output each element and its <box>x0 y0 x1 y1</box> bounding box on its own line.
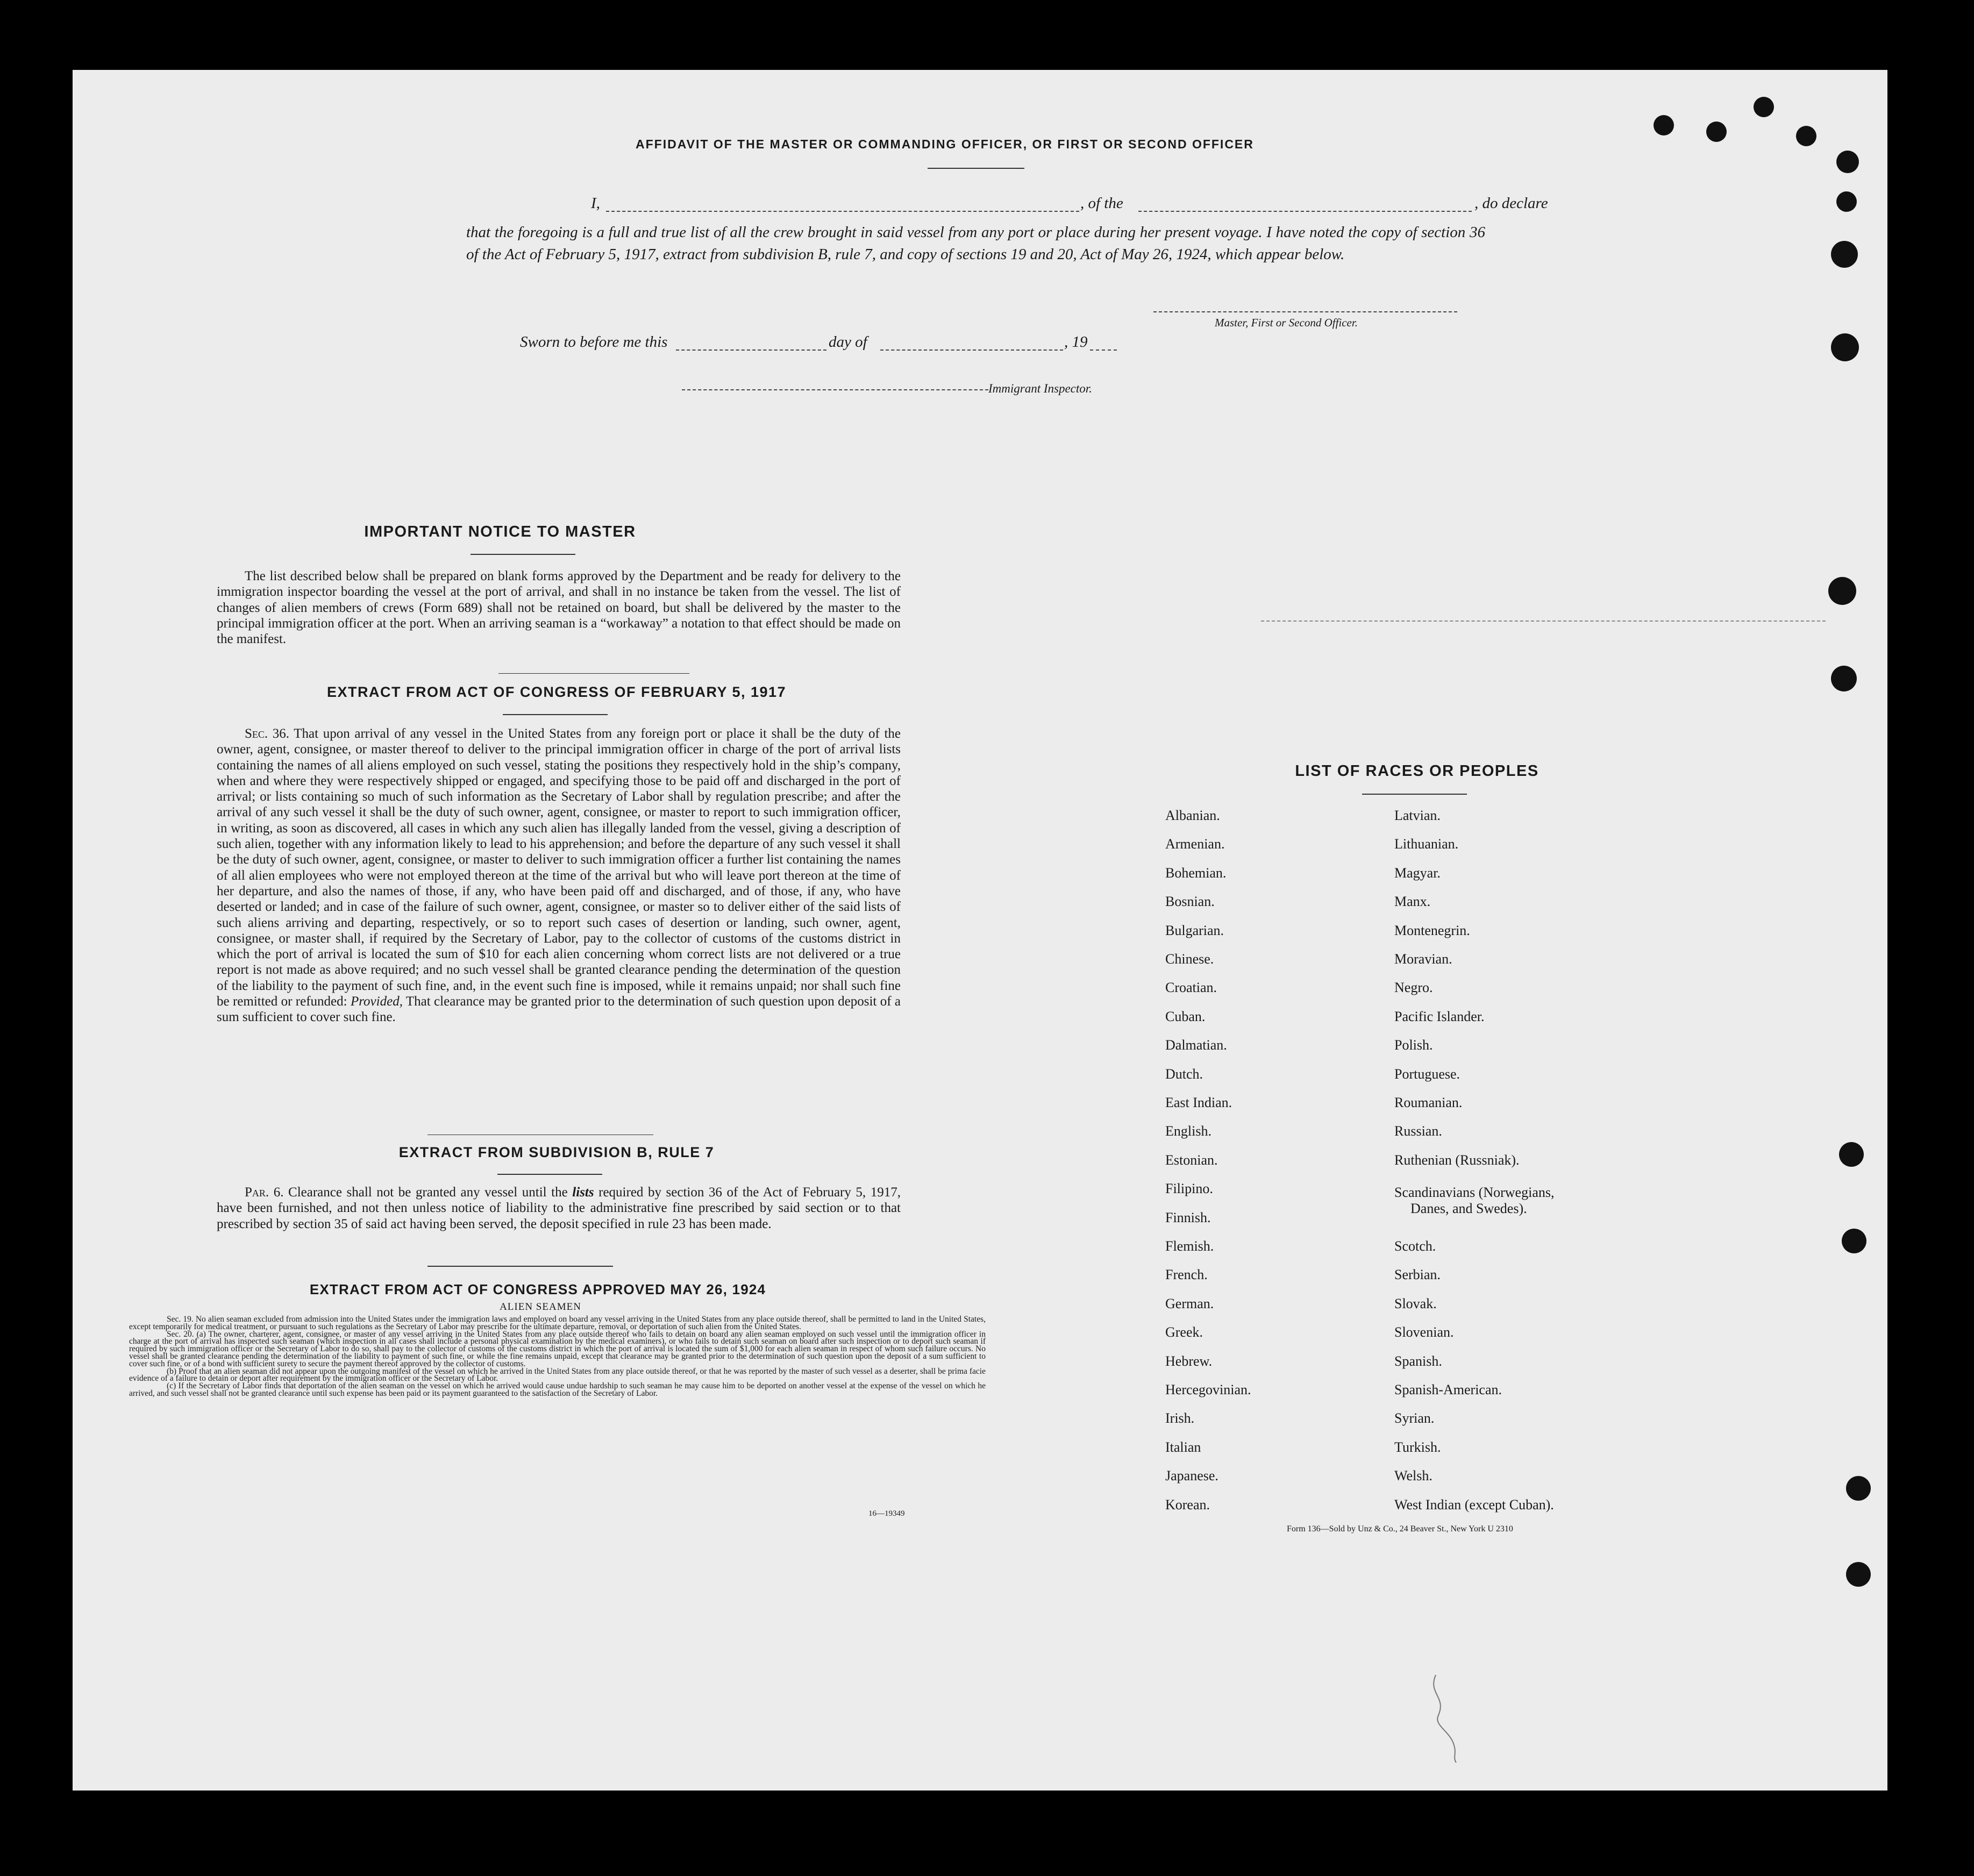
races-footer: Form 136—Sold by Unz & Co., 24 Beaver St., New York U 2310 <box>1287 1524 1513 1533</box>
race-item: Negro. <box>1394 980 1433 996</box>
race-item: Hercegovinian. <box>1165 1382 1251 1397</box>
day-field[interactable] <box>676 349 826 351</box>
race-item: Bulgarian. <box>1165 922 1224 938</box>
sec20c-text: (c) If the Secretary of Labor finds that deportation of the alien seaman on the vessel on which he arrived would cause undue hardship to such seaman he may cause him to be deported on another vessel at the expense of the vessel on which he arrived, and such vessel shall not be granted clearance until such expense has been paid or its payment guaranteed to the satisfaction of the Secretary of Labor. <box>129 1381 986 1398</box>
race-item: Polish. <box>1394 1037 1433 1053</box>
race-item: Estonian. <box>1165 1152 1218 1168</box>
punch-hole <box>1831 333 1859 361</box>
proviso-text: That clearance may be granted prior to the determination of such question upon deposit of a sum sufficient to cover such fine. <box>217 994 901 1025</box>
race-item: Irish. <box>1165 1410 1195 1426</box>
sworn-line <box>520 333 1219 355</box>
race-item: Roumanian. <box>1394 1095 1463 1110</box>
divider-3 <box>427 1266 613 1267</box>
of-the-label: , of the <box>1080 195 1123 212</box>
divider-1 <box>498 673 689 674</box>
race-item: Cuban. <box>1165 1008 1206 1024</box>
extract-1924-body <box>129 1316 986 1397</box>
race-item: French. <box>1165 1267 1208 1283</box>
race-item: Latvian. <box>1394 808 1441 823</box>
race-item: Greek. <box>1165 1324 1203 1340</box>
race-item: Bohemian. <box>1165 865 1227 881</box>
race-item: Ruthenian (Russniak). <box>1394 1152 1520 1168</box>
race-item: English. <box>1165 1123 1212 1139</box>
form-page <box>73 70 1887 1791</box>
pencil-mark <box>1425 1672 1468 1764</box>
extract-1917-body <box>217 726 901 1025</box>
day-of-label: day of <box>829 333 867 351</box>
form-code: 16—19349 <box>868 1509 905 1518</box>
race-item: Scandinavians (Norwegians, <box>1394 1185 1555 1201</box>
punch-hole <box>1654 115 1674 135</box>
par6-text-a: Clearance shall not be granted any vessel until the <box>288 1185 568 1200</box>
race-item: Armenian. <box>1165 836 1225 852</box>
extract-rule7-rule <box>497 1174 602 1175</box>
race-item: Portuguese. <box>1394 1066 1460 1082</box>
race-item: Serbian. <box>1394 1267 1441 1283</box>
race-item: Pacific Islander. <box>1394 1008 1485 1024</box>
sec20a-text: Sec. 20. (a) The owner, charterer, agent, consignee, or master of any vessel arriving in the United States from any place outside thereof who fails to detain on board any alien seaman employed on such vessel until the immigration officer in charge at the port of arrival has inspected such seaman (which inspection in all cases shall include a personal physical examination by the medical examiners), or who fails to detain such seaman on board after such inspection or to deport such seaman if required by such immigration officer or the Secretary of Labor to do so, shall pay to the collector of customs of the customs district in which the port of arrival is located the sum of $1,000 for each alien seaman in respect of whom such failure occurs. No vessel shall be granted clearance pending the determination of the liability to payment of such fine, or while the fine remains unpaid, except that clearance may be granted prior to the determination of such question upon the deposit of a sum sufficient to cover such fine, or of a bond with sufficient surety to secure the payment thereof approved by the collector of customs. <box>129 1329 986 1368</box>
race-item-continuation: Danes, and Swedes). <box>1410 1201 1527 1217</box>
punch-hole <box>1836 151 1859 173</box>
race-item: Slovak. <box>1394 1295 1437 1311</box>
race-item: Syrian. <box>1394 1410 1435 1426</box>
race-item: Dutch. <box>1165 1066 1203 1082</box>
notice-body: The list described below shall be prepared on blank forms approved by the Department and be ready for delivery to the immigration inspector boarding the vessel at the port of arrival, and shall in no instance be taken from the vessel. The list of changes of alien members of crews (Form 689) shall not be retained on board, but shall be delivered by the master to the principal immigration officer at the port. When an arriving seaman is a “workaway” a notation to that effect should be made on the manifest. <box>217 569 901 647</box>
punch-hole <box>1831 241 1858 268</box>
races-title: LIST OF RACES OR PEOPLES <box>1295 762 1539 780</box>
punch-hole <box>1831 666 1857 691</box>
vessel-field[interactable] <box>1138 211 1472 212</box>
race-item: Chinese. <box>1165 951 1214 967</box>
punch-hole <box>1836 191 1857 212</box>
race-item: Moravian. <box>1394 951 1452 967</box>
sec36-text: That upon arrival of any vessel in the United States from any foreign port or place it shall be the duty of the owner, agent, consignee, or master thereof to deliver to the principal immigration officer in charge of the port of arrival lists containing the names of all aliens employed on such vessel, stating the positions they respectively hold in the ship’s company, when and where they were respectively shipped or engaged, and specifying those to be paid off and discharged in the port of arrival; or lists containing so much of such information as the Secretary of Labor shall by regulation prescribe; and after the arrival of any such vessel it shall be the duty of such owner, agent, consignee, or master to report to such immigration officer, in writing, as soon as discovered, all cases in which any such alien has illegally landed from the vessel, giving a description of such alien, together with any information likely to lead to his apprehension; and before the departure of any such vessel it shall be the duty of such owner, agent, consignee, or master to deliver to such immigration officer a further list containing the names of all alien employees who were not employed thereon at the time of the arrival but who will leave port thereon at the time of her departure, and also the names of those, if any, who have been paid off and discharged, and of those, if any, who have deserted or landed; and in case of the failure of such owner, agent, consignee, or master so to deliver either of the said lists of such aliens arriving and departing, respectively, or so to report such cases of desertion or landing, such owner, agent, consignee, or master shall, if required by the Secretary of Labor, pay to the collector of customs of the customs district in which the port of arrival is located the sum of $10 for each alien concerning whom correct lists are not delivered or a true report is not made as above required; and no such vessel shall be granted clearance pending the determination of the question of the liability to the payment of such fine, and, in the event such fine is imposed, while it remains unpaid; nor shall such fine be remitted or refunded: <box>217 726 901 1009</box>
affidavit-body: that the foregoing is a full and true list of all the crew brought in said vessel from any port or place during her present voyage. I have noted the copy of section 36 of the Act of February 5, 1917, extract from subdivision B, rule 7, and copy of sections 19 and 20, Act of May 26, 1924, which appear below. <box>466 224 1485 263</box>
race-item: Flemish. <box>1165 1238 1214 1254</box>
race-item: Bosnian. <box>1165 894 1215 910</box>
extract-1924-subtitle: ALIEN SEAMEN <box>500 1301 581 1313</box>
par6-lists: lists <box>572 1185 594 1200</box>
race-item: Montenegrin. <box>1394 922 1470 938</box>
year-label: , 19 <box>1064 333 1088 351</box>
race-item: Russian. <box>1394 1123 1442 1139</box>
race-item: Japanese. <box>1165 1468 1218 1484</box>
punch-hole <box>1842 1229 1866 1253</box>
race-item: Albanian. <box>1165 808 1220 823</box>
notice-rule <box>471 554 575 555</box>
race-item: Hebrew. <box>1165 1353 1213 1369</box>
race-item: Italian <box>1165 1439 1201 1455</box>
i-label: I, <box>591 195 600 212</box>
race-item: Lithuanian. <box>1394 836 1459 852</box>
punch-hole <box>1846 1476 1871 1501</box>
race-item: Spanish-American. <box>1394 1382 1502 1397</box>
extract-1924-title: EXTRACT FROM ACT OF CONGRESS APPROVED MAY 26, 1924 <box>309 1281 766 1297</box>
extract-1917-title: EXTRACT FROM ACT OF CONGRESS OF FEBRUARY 5, 1917 <box>326 684 787 700</box>
punch-hole <box>1706 122 1727 142</box>
par6-label: Par. 6. <box>245 1185 284 1200</box>
month-field[interactable] <box>880 349 1063 351</box>
race-item: Welsh. <box>1394 1468 1433 1484</box>
sec36-label: Sec. 36. <box>245 726 290 741</box>
race-item: Scotch. <box>1394 1238 1436 1254</box>
year-field[interactable] <box>1090 349 1117 351</box>
sworn-label: Sworn to before me this <box>520 333 668 351</box>
master-signature-line[interactable] <box>1153 311 1457 312</box>
race-item: Finnish. <box>1165 1209 1211 1225</box>
race-item: Croatian. <box>1165 980 1217 996</box>
race-item: West Indian (except Cuban). <box>1394 1496 1554 1513</box>
race-item: Korean. <box>1165 1496 1210 1513</box>
punch-hole <box>1846 1562 1871 1587</box>
par6-text-b: required by section 36 of the Act of February 5, 1917, have been furnished, and not then unless notice of liability to the administrative fine prescribed by said section or to that prescribed by section 35 of said act having been served, the deposit specified in rule 23 has been made. <box>217 1185 901 1231</box>
notice-title: IMPORTANT NOTICE TO MASTER <box>364 523 636 540</box>
race-item: East Indian. <box>1165 1095 1232 1110</box>
sec20b-text: (b) Proof that an alien seaman did not appear upon the outgoing manifest of the vessel on which he arrived in the United States from any place outside thereof, or that he was reported by the master of such vessel as a deserter, shall be prima facie evidence of a failure to detain or deport after requirement by the immigration officer or the Secretary of Labor. <box>129 1366 986 1383</box>
declare-label: , do declare <box>1474 195 1548 212</box>
extract-rule7-body <box>217 1185 901 1232</box>
race-item: Manx. <box>1394 894 1431 910</box>
master-signature-label: Master, First or Second Officer. <box>1215 316 1358 329</box>
punch-hole <box>1796 126 1816 146</box>
race-item: Filipino. <box>1165 1181 1213 1197</box>
race-item: Magyar. <box>1394 865 1441 881</box>
inspector-label: Immigrant Inspector. <box>988 382 1092 395</box>
punch-hole <box>1828 577 1856 605</box>
name-field[interactable] <box>606 211 1079 212</box>
race-item: Slovenian. <box>1394 1324 1454 1340</box>
race-item: Spanish. <box>1394 1353 1442 1369</box>
extract-1917-rule <box>503 714 608 715</box>
race-item: German. <box>1165 1295 1214 1311</box>
extract-rule7-title: EXTRACT FROM SUBDIVISION B, RULE 7 <box>398 1144 715 1160</box>
title-rule <box>928 168 1024 169</box>
affidavit-title: AFFIDAVIT OF THE MASTER OR COMMANDING OFFICER, OR FIRST OR SECOND OFFICER <box>636 137 1254 151</box>
race-item: Turkish. <box>1394 1439 1441 1455</box>
punch-hole <box>1754 97 1774 117</box>
race-item: Dalmatian. <box>1165 1037 1227 1053</box>
stray-mark-line <box>1261 620 1826 622</box>
sec19-text: Sec. 19. No alien seaman excluded from admission into the United States under the immigration laws and employed on board any vessel arriving in the United States from any place outside thereof, shall be permitted to land in the United States, except temporarily for medical treatment, or pursuant to such regulations as the Secretary of Labor may prescribe for the ultimate departure, removal, or deportation of such alien from the United States. <box>129 1315 986 1331</box>
inspector-signature-line[interactable] <box>682 389 988 390</box>
proviso-label: Provided, <box>350 994 403 1009</box>
races-rule <box>1362 794 1467 795</box>
punch-hole <box>1839 1142 1864 1167</box>
